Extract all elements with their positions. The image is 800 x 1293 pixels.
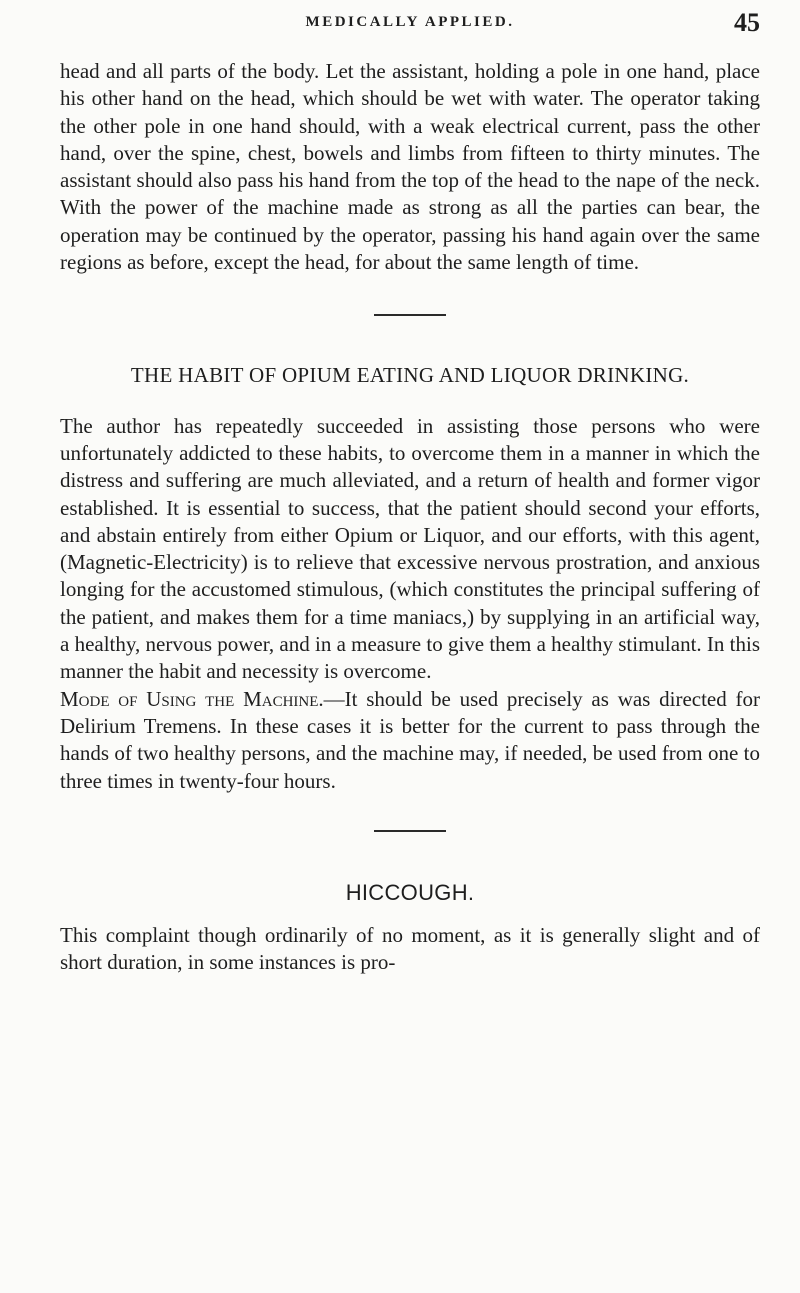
- paragraph-opium-habit: The author has repeatedly succeeded in assisting those persons who were unfortunately addicted to these habits, to overcome them in a manner in which the distress and suffering are much alleviated, and a return of health and former vigor established. It is essential to success, that the patient should second your efforts, and abstain entirely from either Opium or Liquor, and our efforts, with this agent, (Magnetic-Electricity) is to relieve that excessive nervous prostration, and anxious longing for the accustomed stimulous, (which constitutes the principal suffering of the patient, and makes them for a time maniacs,) by supplying in an artificial way, a healthy, nervous power, and in a measure to give them a healthy stimulant. In this manner the habit and necessity is overcome.: [60, 413, 760, 684]
- page-body: [60, 58, 760, 977]
- paragraph-hiccough: This complaint though ordinarily of no moment, as it is generally slight and of short duration, in some instances is pro-: [60, 923, 760, 975]
- run-in-heading-mode: Mode of Using the Machine.: [60, 686, 324, 711]
- paragraph-mode-of-using: [60, 686, 760, 795]
- running-head: [60, 8, 760, 38]
- mode-of-using-text: —It should be used precisely as was directed for Delirium Tremens. In these cases it is better for the current to pass through the hands of two healthy persons, and the machine may, if needed, be used from one to three times in twenty-four hours.: [60, 686, 760, 793]
- section-heading-opium: THE HABIT OF OPIUM EATING AND LIQUOR DRINKING.: [130, 363, 690, 388]
- section-heading-hiccough: HICCOUGH.: [345, 879, 475, 905]
- section-divider: [374, 314, 446, 316]
- running-title: MEDICALLY APPLIED.: [305, 14, 515, 30]
- page-number: 45: [734, 8, 760, 37]
- paragraph-treatment-continued: head and all parts of the body. Let the assistant, holding a pole in one hand, place his other hand on the head, which should be wet with water. The operator taking the other pole in one hand should, with a weak electrical current, pass the other hand, over the spine, chest, bowels and limbs from fifteen to thirty minutes. The assistant should also pass his hand from the top of the head to the nape of the neck. With the power of the machine made as strong as all the parties can bear, the operation may be continued by the operator, passing his hand again over the same regions as before, except the head, for about the same length of time.: [60, 59, 760, 275]
- section-divider: [374, 830, 446, 832]
